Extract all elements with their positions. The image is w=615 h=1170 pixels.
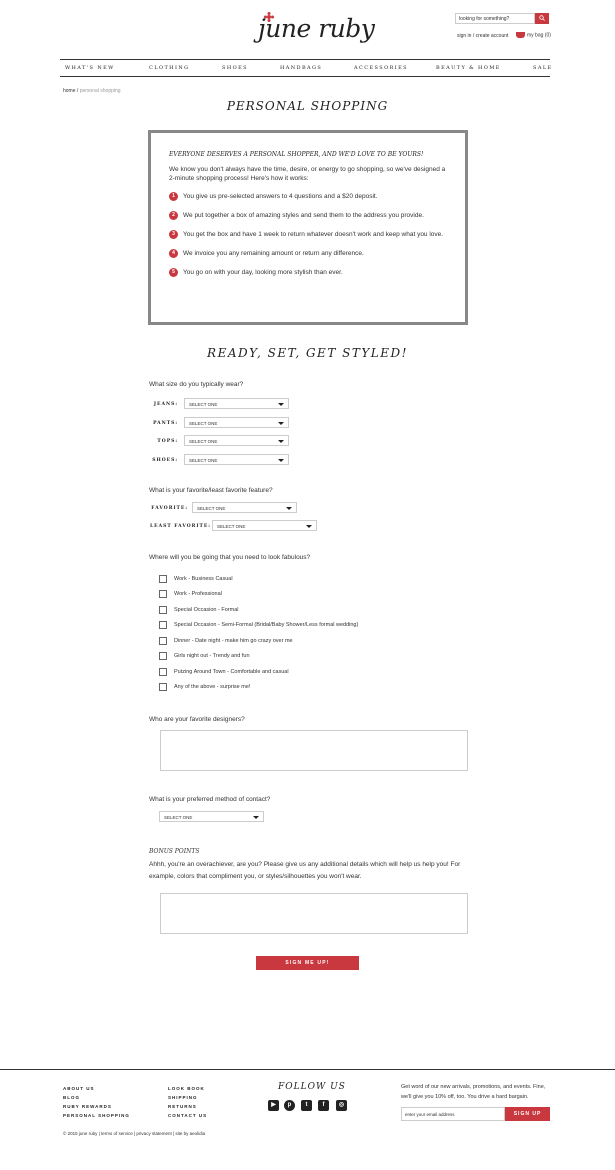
size-question: What size do you typically wear? [149, 381, 244, 388]
step-number-badge: 4 [169, 249, 178, 258]
footer-link-rewards[interactable]: RUBY REWARDS [63, 1104, 112, 1109]
tops-select[interactable]: SELECT ONE [184, 435, 289, 446]
checkbox[interactable] [159, 575, 167, 583]
least-favorite-label: LEAST FAVORITE: [150, 524, 211, 529]
jeans-label: JEANS: [153, 402, 178, 407]
footer-link-about[interactable]: ABOUT US [63, 1086, 95, 1091]
sign-up-button[interactable]: SIGN UP [505, 1107, 550, 1121]
tops-label: TOPS: [157, 439, 178, 444]
footer-divider [0, 1069, 615, 1070]
footer-link-contact[interactable]: CONTACT US [168, 1113, 208, 1118]
bonus-textarea[interactable] [160, 893, 468, 934]
bonus-title: BONUS POINTS [149, 848, 200, 855]
step-item: 1 You give us pre-selected answers to 4 questions and a $20 deposit. [169, 192, 447, 201]
nav-clothing[interactable]: CLOTHING [149, 65, 190, 71]
bag-label: my bag (0) [527, 32, 551, 39]
chevron-down-icon [278, 403, 284, 406]
favorite-label: FAVORITE: [151, 506, 188, 511]
footer-links-col-1 [63, 1084, 130, 1120]
occasion-question: Where will you be going that you need to look fabulous? [149, 554, 311, 561]
search-icon [539, 15, 545, 21]
breadcrumb-current: personal shopping [79, 88, 121, 94]
checkbox[interactable] [159, 683, 167, 691]
copyright-text: © 2015 june ruby | terms of service | privacy statement | site by aeolidia [63, 1131, 206, 1136]
nav-beauty-home[interactable]: BEAUTY & HOME [436, 65, 501, 71]
nav-accessories[interactable]: ACCESSORIES [354, 65, 408, 71]
info-intro: We know you don't always have the time, desire, or energy to go shopping, so we've designed a 2-minute shopping process! Here's how it works: [169, 166, 446, 182]
designers-question: Who are your favorite designers? [149, 716, 245, 723]
email-input[interactable]: enter your email address [401, 1107, 505, 1121]
section-title: READY, SET, GET STYLED! [207, 346, 408, 360]
chevron-down-icon [278, 422, 284, 425]
pinterest-icon[interactable]: p [284, 1100, 295, 1111]
search-button[interactable] [535, 13, 549, 24]
bag-icon [516, 32, 525, 38]
shoes-select[interactable]: SELECT ONE [184, 454, 289, 465]
footer-link-shipping[interactable]: SHIPPING [168, 1095, 198, 1100]
checkbox[interactable] [159, 637, 167, 645]
step-number-badge: 5 [169, 268, 178, 277]
checkbox[interactable] [159, 652, 167, 660]
instagram-icon[interactable]: ◎ [336, 1100, 347, 1111]
footer-link-returns[interactable]: RETURNS [168, 1104, 197, 1109]
checkbox[interactable] [159, 606, 167, 614]
pants-select[interactable]: SELECT ONE [184, 417, 289, 428]
footer-link-lookbook[interactable]: LOOK BOOK [168, 1086, 205, 1091]
page-title: PERSONAL SHOPPING [226, 99, 389, 113]
checkbox[interactable] [159, 621, 167, 629]
breadcrumb-home[interactable]: home [63, 88, 76, 94]
how-it-works-box [148, 130, 468, 325]
twitter-icon[interactable]: t [301, 1100, 312, 1111]
footer-links-col-2 [168, 1084, 207, 1120]
jeans-select[interactable]: SELECT ONE [184, 398, 289, 409]
nav-shoes[interactable]: SHOES [222, 65, 248, 71]
least-favorite-select[interactable]: SELECT ONE [212, 520, 317, 531]
logo-text: june ruby [258, 14, 375, 43]
search-input[interactable]: looking for something? [455, 13, 535, 24]
youtube-icon[interactable]: ▶ [268, 1100, 279, 1111]
step-item: 2 We put together a box of amazing styles and send them to the address you provide. [169, 211, 447, 220]
shopping-bag[interactable] [516, 32, 551, 38]
sign-me-up-button[interactable]: SIGN ME UP! [256, 956, 359, 970]
feature-question: What is your favorite/least favorite feature? [149, 487, 273, 494]
breadcrumb: home / personal shopping [63, 88, 121, 94]
step-number-badge: 1 [169, 192, 178, 201]
chevron-down-icon [306, 525, 312, 528]
step-number-badge: 3 [169, 230, 178, 239]
info-headline: EVERYONE DESERVES A PERSONAL SHOPPER, AND WE'D LOVE TO BE YOURS! [169, 151, 424, 158]
step-number-badge: 2 [169, 211, 178, 220]
chevron-down-icon [253, 816, 259, 819]
bonus-text: Ahhh, you're an overachiever, are you? Please give us any additional details which will help us help you! For example, colors that compliment you, or styles/silhouettes you won't wear. [149, 861, 461, 880]
step-item: 5 You go on with your day, looking more stylish than ever. [169, 268, 447, 277]
chevron-down-icon [286, 507, 292, 510]
newsletter-text: Get word of our new arrivals, promotions, and events. Fine, we'll give you 10% off, too. You drive a hard bargain. [401, 1084, 546, 1100]
nav-whats-new[interactable]: WHAT'S NEW [65, 65, 115, 71]
step-item: 4 We invoice you any remaining amount or return any difference. [169, 249, 447, 258]
chevron-down-icon [278, 459, 284, 462]
checkbox[interactable] [159, 668, 167, 676]
designers-textarea[interactable] [160, 730, 468, 771]
contact-question: What is your preferred method of contact? [149, 796, 271, 803]
checkbox[interactable] [159, 590, 167, 598]
shoes-label: SHOES: [152, 458, 178, 463]
facebook-icon[interactable]: f [318, 1100, 329, 1111]
nav-handbags[interactable]: HANDBAGS [280, 65, 323, 71]
contact-select[interactable]: SELECT ONE [159, 811, 264, 822]
footer-link-blog[interactable]: BLOG [63, 1095, 80, 1100]
site-logo[interactable] [258, 10, 375, 50]
chevron-down-icon [278, 440, 284, 443]
nav-sale[interactable]: SALE [533, 65, 553, 71]
account-link[interactable]: sign in / create account [457, 33, 509, 39]
favorite-select[interactable]: SELECT ONE [192, 502, 297, 513]
follow-us-title: FOLLOW US [278, 1082, 346, 1092]
footer-link-personal-shopping[interactable]: PERSONAL SHOPPING [63, 1113, 130, 1118]
step-item: 3 You get the box and have 1 week to return whatever doesn't work and keep what you love. [169, 230, 447, 239]
pants-label: PANTS: [153, 421, 178, 426]
main-nav [60, 59, 553, 77]
